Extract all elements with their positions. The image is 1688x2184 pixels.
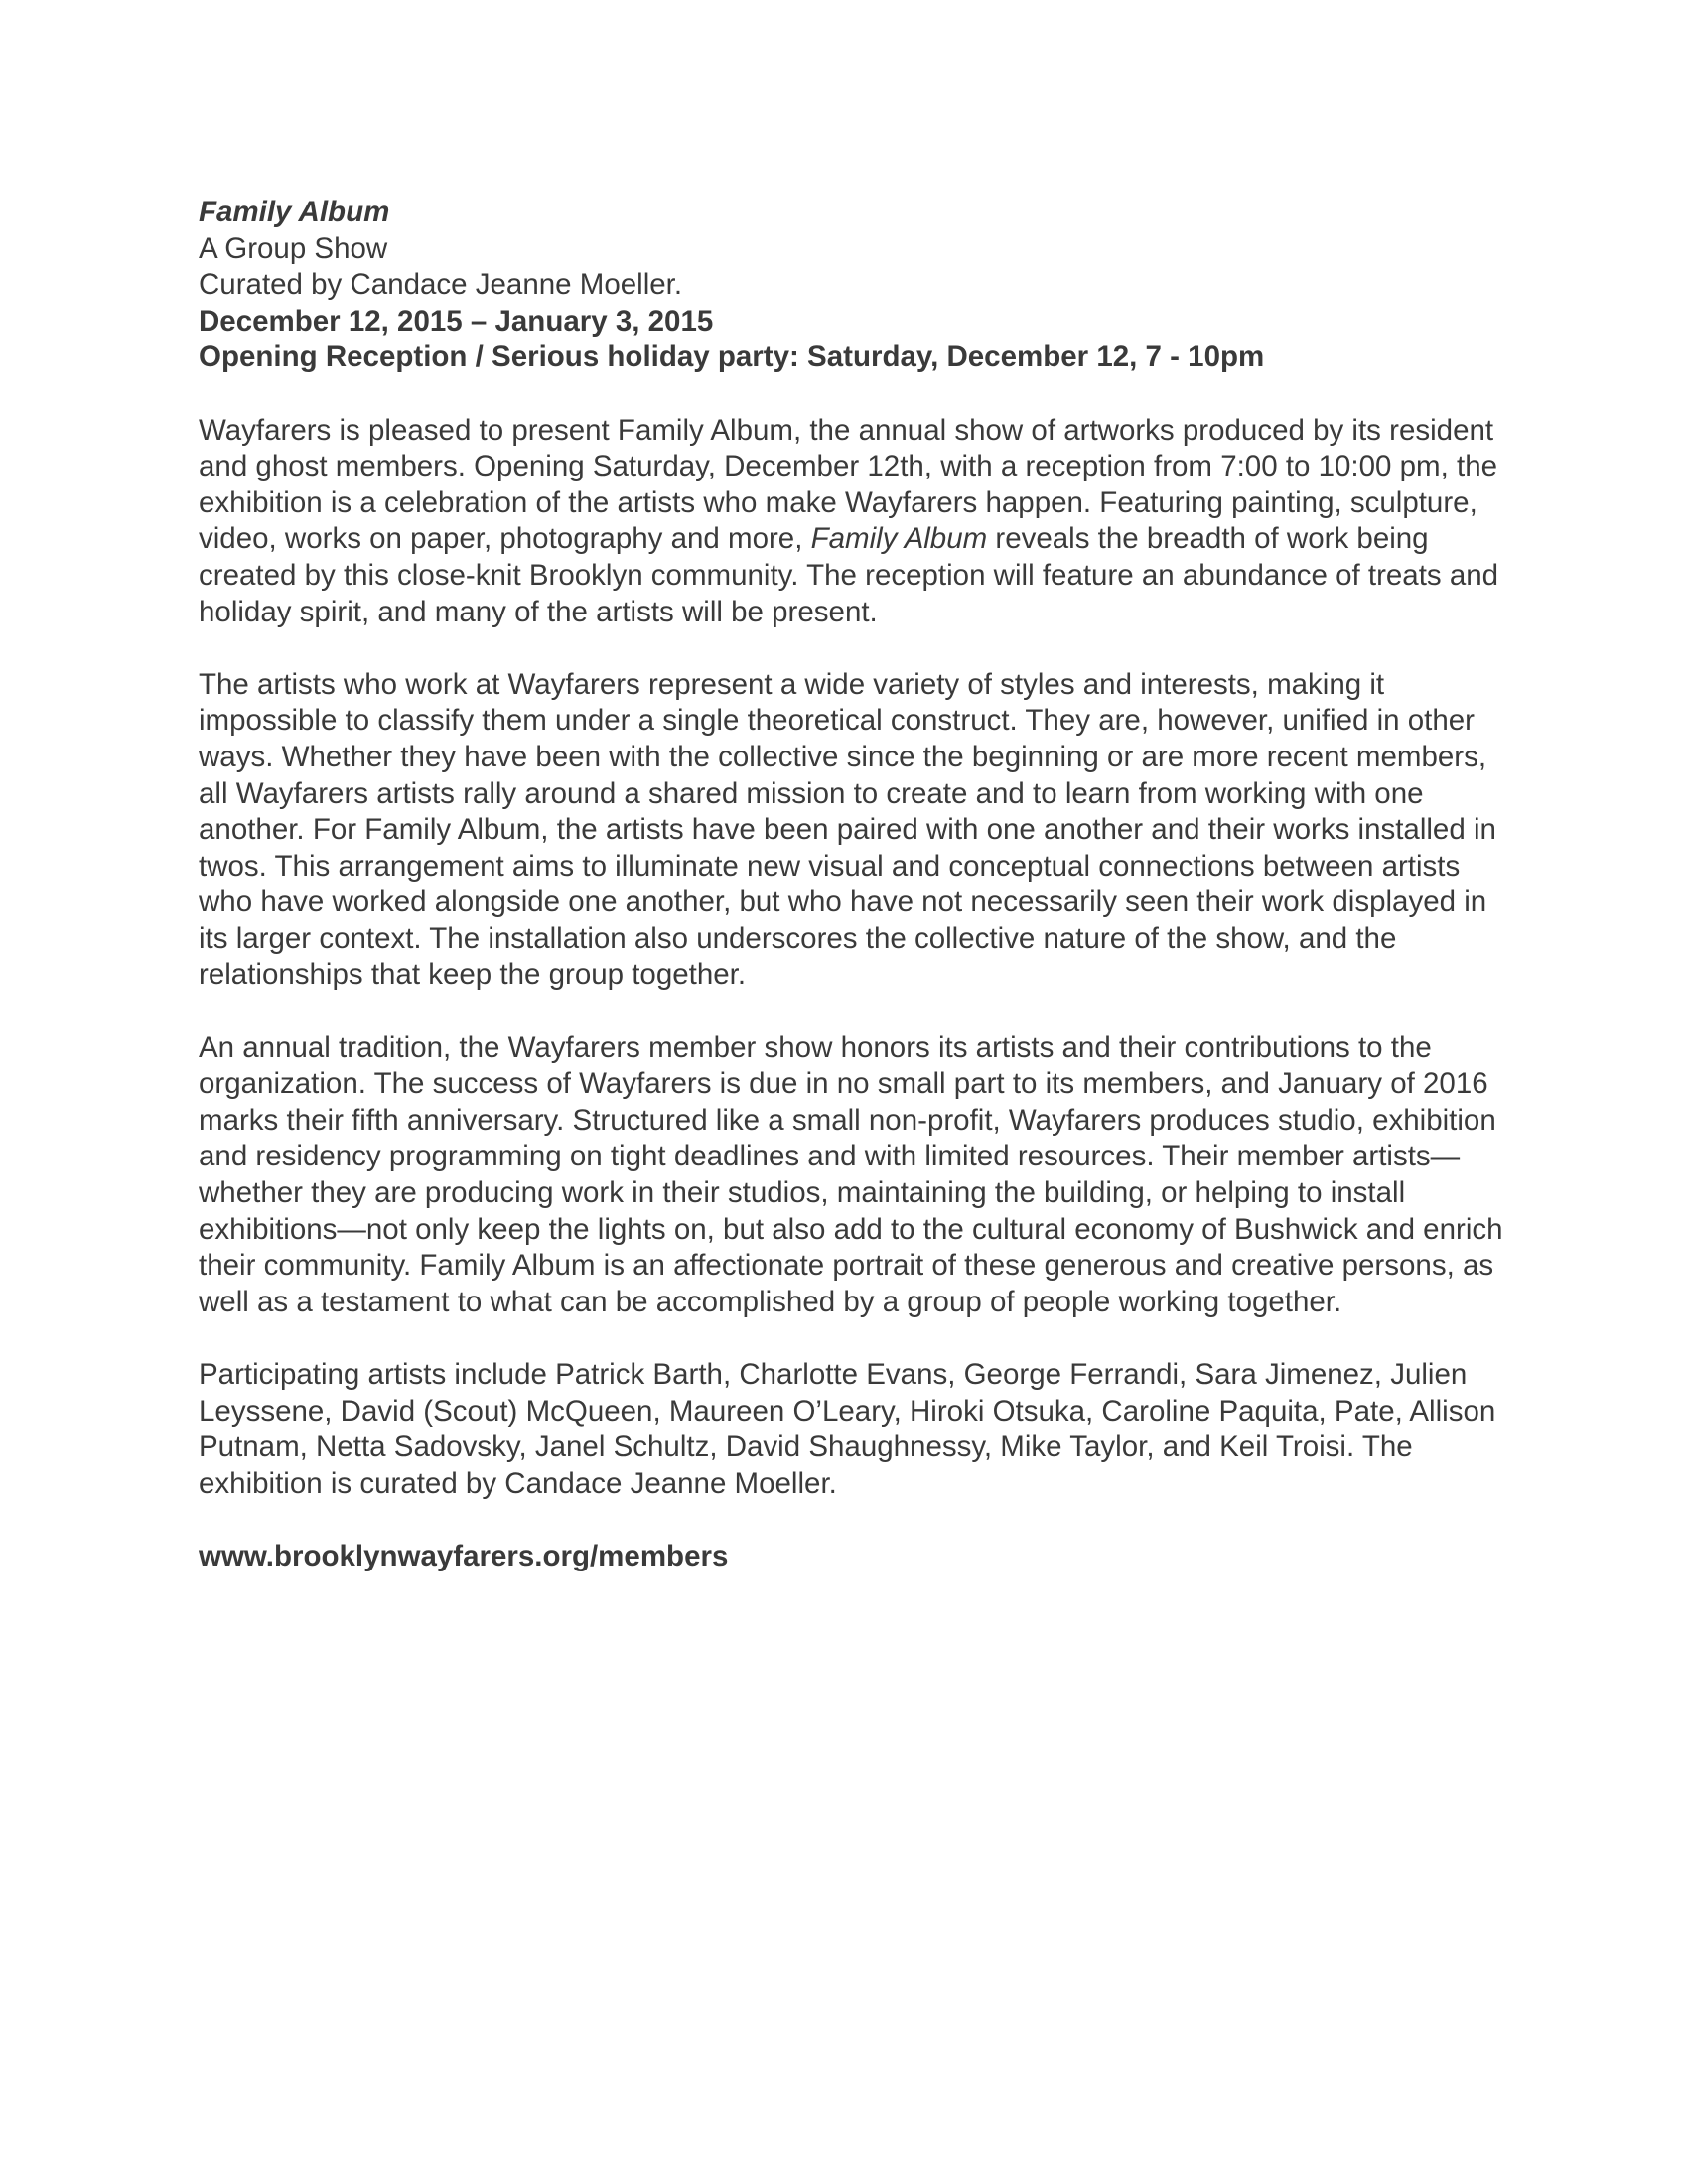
paragraph-participants: Participating artists include Patrick Barth, Charlotte Evans, George Ferrandi, Sara Jimenez, Julien Leyssene, David (Scout) McQueen, Maureen O’Leary, Hiroki Otsuka, Caroline Paquita, Pate, Allison Putnam, Netta Sadovsky, Janel Schultz, David Shaughnessy, Mike Taylor, and Keil Troisi. The exhibition is curated by Candace Jeanne Moeller. xyxy=(199,1358,1496,1500)
opening-reception: Opening Reception / Serious holiday party: Saturday, December 12, 7 - 10pm xyxy=(199,341,1265,374)
paragraph-tradition: An annual tradition, the Wayfarers member show honors its artists and their contributions to the organization. The success of Wayfarers is due in no small part to its members, and January of 2016 marks their fifth anniversary. Structured like a small non-profit, Wayfarers produces studio, exhibition and residency programming on tight deadlines and with limited resources. Their member artists—whether they are producing work in their studios, maintaining the building, or helping to install exhibitions—not only keep the lights on, but also add to the cultural economy of Bushwick and enrich their community. Family Album is an affectionate portrait of these generous and creative persons, as well as a testament to what can be accomplished by a group of people working together. xyxy=(199,1030,1503,1318)
press-release-document xyxy=(199,195,1519,1575)
curator-line: Curated by Candace Jeanne Moeller. xyxy=(199,268,683,302)
paragraph-intro-part2: reveals the breadth of work being created by this close-knit Brooklyn community. The reception will feature an abundance of treats and holiday spirit, and many of the artists will be present. xyxy=(199,522,1499,628)
paragraph-intro-part1: Wayfarers is pleased to present Family Album, the annual show of artworks produced by its resident and ghost members. Opening Saturday, December 12th, with a reception from 7:00 to 10:00 pm, the exhibition is a celebration of the artists who make Wayfarers happen. Featuring painting, sculpture, video, works on paper, photography and more, xyxy=(199,413,1498,556)
paragraph-artists: The artists who work at Wayfarers represent a wide variety of styles and interests, making it impossible to classify them under a single theoretical construct. They are, however, unified in other ways. Whether they have been with the collective since the beginning or are more recent members, all Wayfarers artists rally around a shared mission to create and to learn from working with one another. For Family Album, the artists have been paired with one another and their works installed in twos. This arrangement aims to illuminate new visual and conceptual connections between artists who have worked alongside one another, but who have not necessarily seen their work displayed in its larger context. The installation also underscores the collective nature of the show, and the relationships that keep the group together. xyxy=(199,667,1496,992)
exhibition-subtitle: A Group Show xyxy=(199,231,388,265)
exhibition-title: Family Album xyxy=(199,196,390,228)
paragraph-intro-title-italic: Family Album xyxy=(810,522,988,556)
paragraph-intro xyxy=(199,413,1519,631)
document-header xyxy=(199,195,1519,376)
exhibition-dates: December 12, 2015 – January 3, 2015 xyxy=(199,304,714,338)
website-link[interactable]: www.brooklynwayfarers.org/members xyxy=(199,1539,729,1572)
